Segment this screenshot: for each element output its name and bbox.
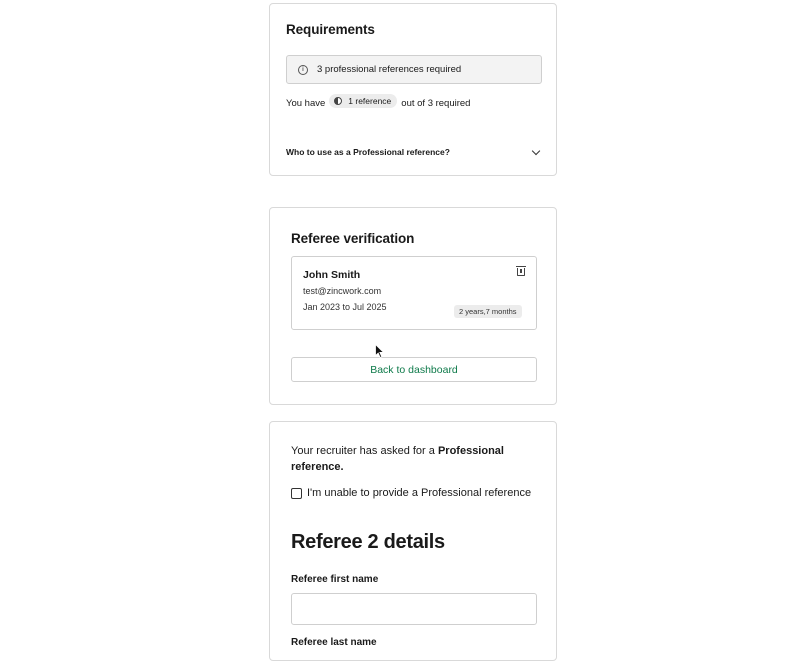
- referee-entry: [291, 256, 537, 330]
- unable-checkbox-row[interactable]: [291, 487, 531, 499]
- first-name-label: Referee first name: [291, 574, 379, 585]
- referee-verification-card: [269, 207, 557, 405]
- referee-details-heading: Referee 2 details: [291, 531, 445, 553]
- requirements-card: [269, 3, 557, 176]
- mouse-pointer-icon: [375, 344, 385, 359]
- chevron-down-icon[interactable]: [532, 146, 540, 154]
- intro-bold: Professional reference.: [291, 445, 504, 473]
- unable-checkbox[interactable]: [291, 488, 302, 499]
- referee-form-card: [269, 421, 557, 661]
- last-name-label: Referee last name: [291, 637, 377, 648]
- unable-label: I'm unable to provide a Professional reference: [307, 487, 532, 499]
- reference-progress: [286, 96, 470, 110]
- verification-title: Referee verification: [291, 231, 415, 246]
- have-suffix: out of 3 required: [401, 97, 471, 109]
- referee-name: John Smith: [303, 269, 361, 281]
- duration-badge: 2 years,7 months: [454, 305, 522, 318]
- delete-referee-icon[interactable]: [517, 268, 525, 276]
- have-prefix: You have: [286, 97, 326, 109]
- faq-accordion-toggle[interactable]: [286, 147, 542, 157]
- requirements-title: Requirements: [286, 22, 375, 37]
- reference-count-text: 1 reference: [348, 96, 392, 106]
- back-to-dashboard-button[interactable]: Back to dashboard: [291, 357, 537, 382]
- referee-email: test@zincwork.com: [303, 286, 382, 296]
- reference-count-pill: [329, 94, 397, 108]
- faq-question: Who to use as a Professional reference?: [286, 147, 450, 157]
- info-icon: i: [298, 65, 308, 75]
- requirements-info-text: 3 professional references required: [317, 64, 462, 75]
- referee-dates: Jan 2023 to Jul 2025: [303, 302, 387, 312]
- half-circle-icon: [334, 97, 342, 105]
- recruiter-intro: [291, 443, 531, 475]
- intro-prefix: Your recruiter has asked for a: [291, 445, 438, 457]
- requirements-info-box: [286, 55, 542, 84]
- first-name-input[interactable]: [291, 593, 537, 625]
